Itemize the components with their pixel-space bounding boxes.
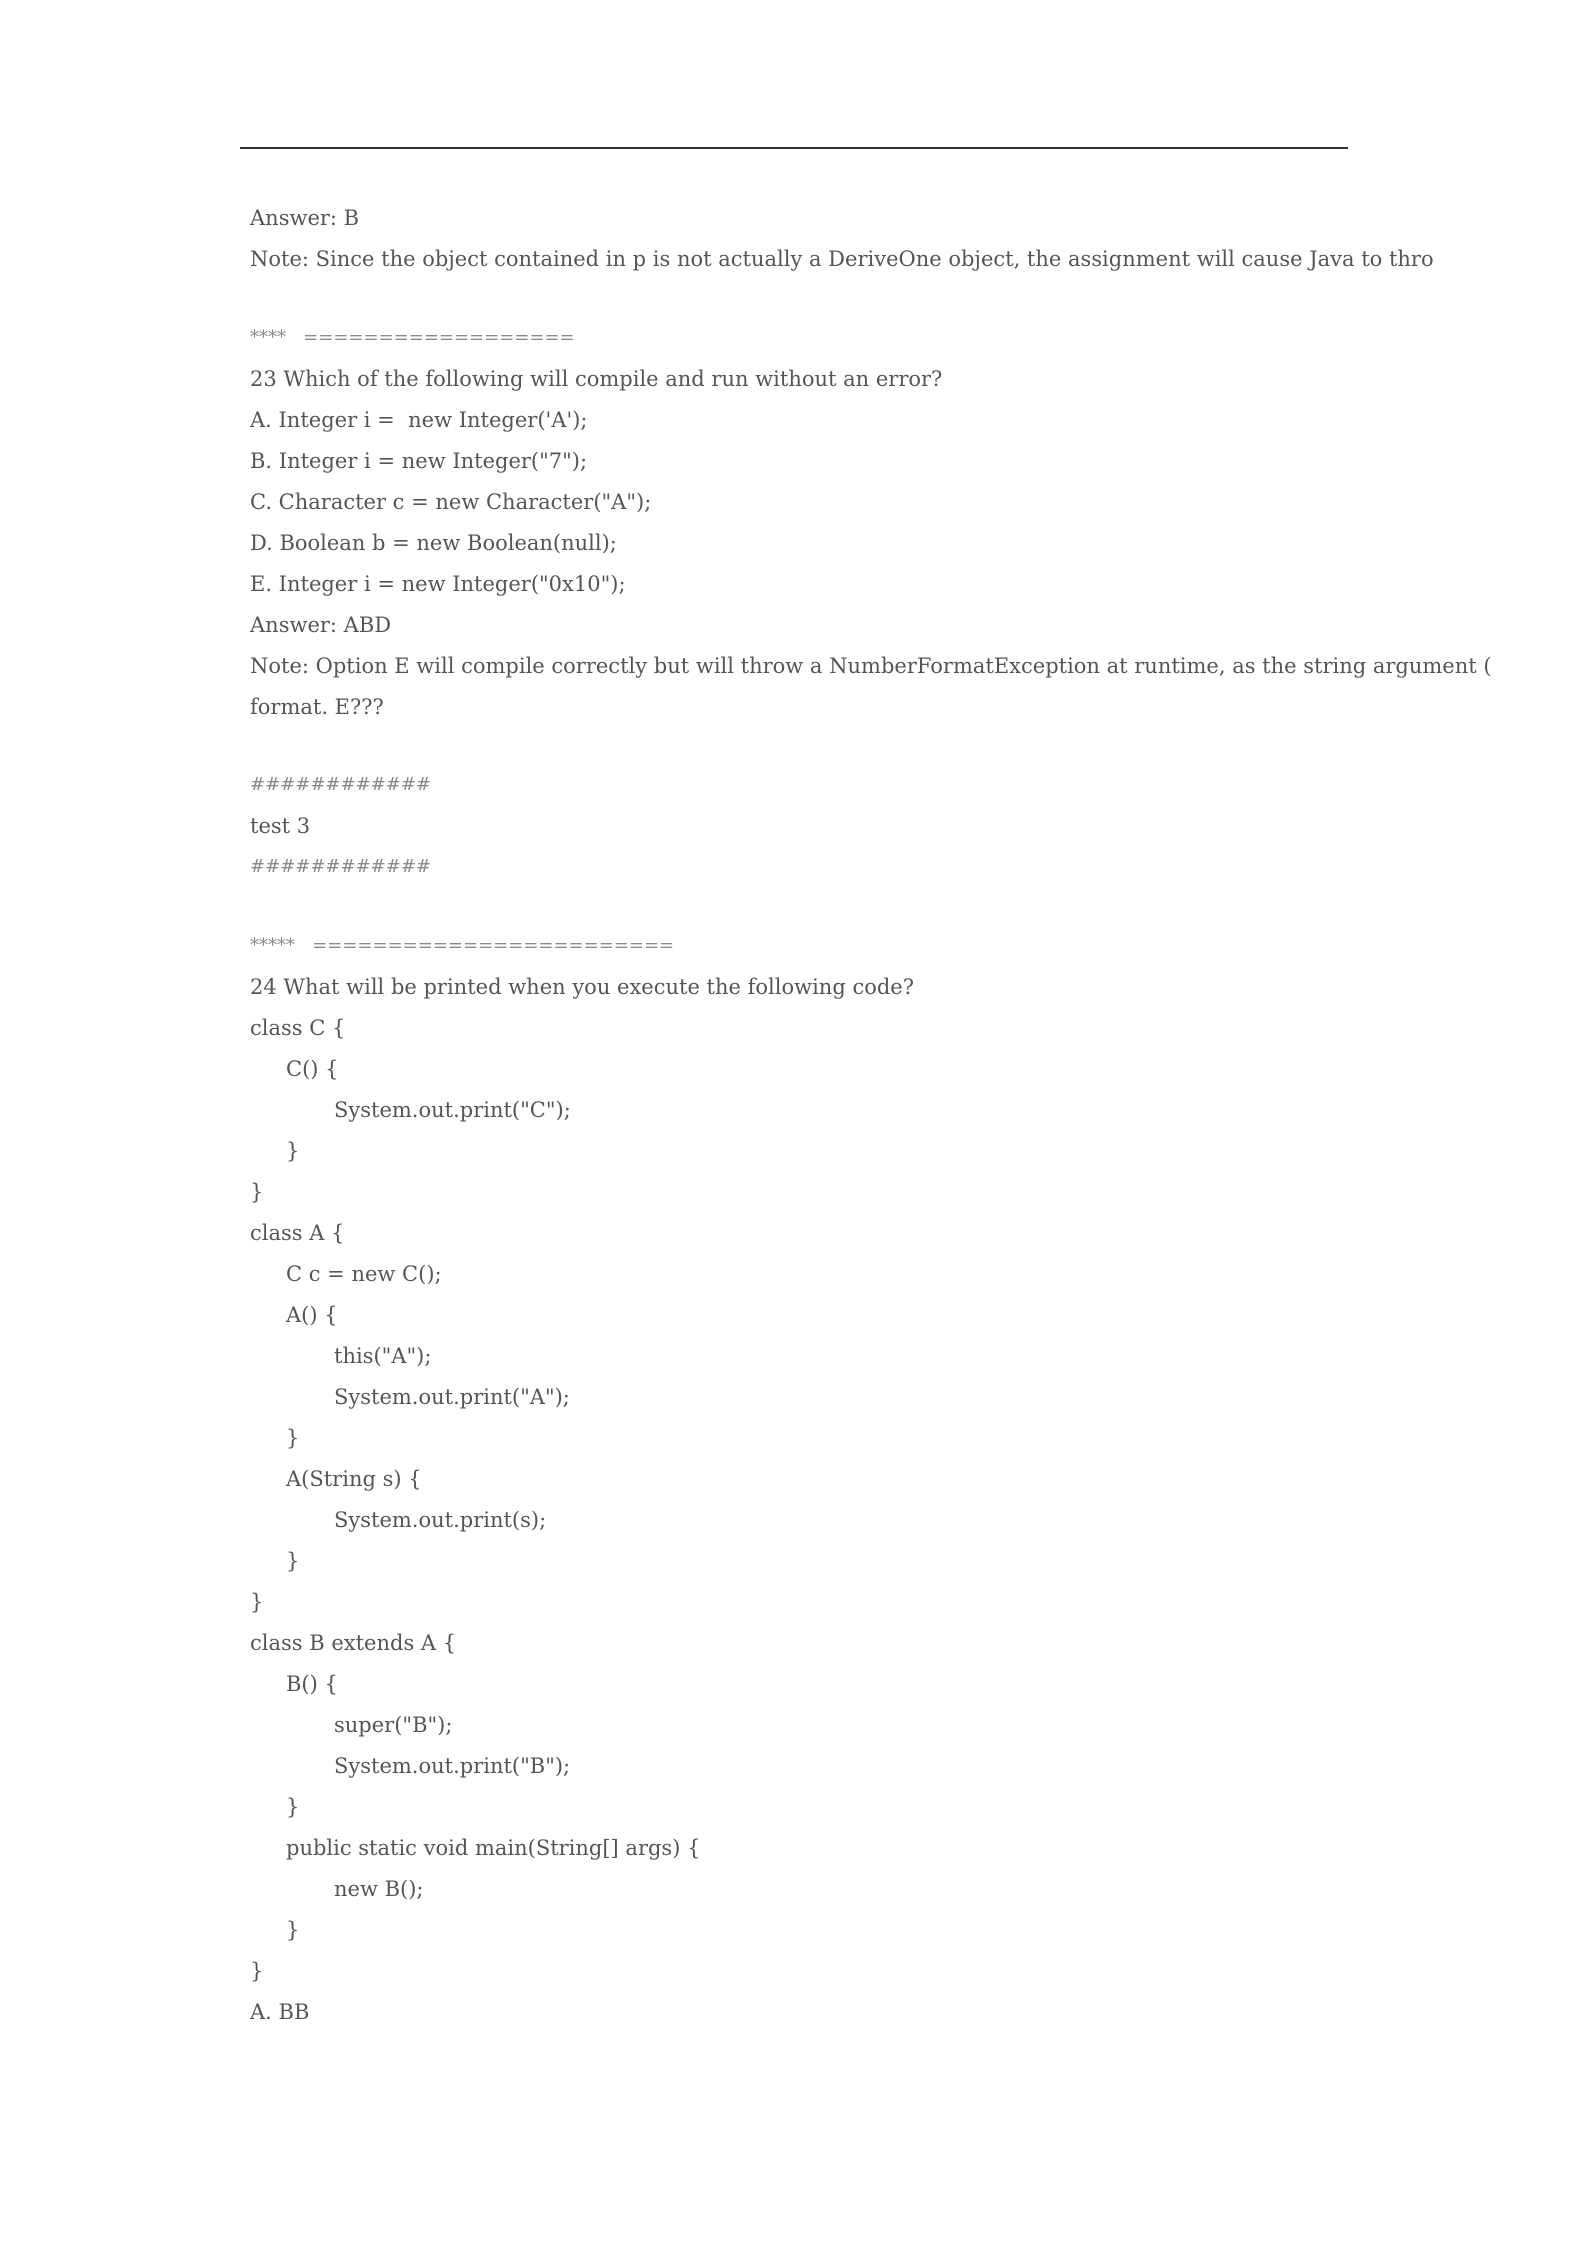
answer-q22: Answer: B (250, 206, 360, 230)
test-banner-title: test 3 (250, 814, 311, 838)
test-banner-bottom: ############ (250, 856, 431, 877)
answer-q23: Answer: ABD (250, 613, 392, 637)
header-rule (240, 147, 1348, 149)
separator-q24: ***** ======================== (250, 935, 675, 956)
question-24: 24 What will be printed when you execute the following code? (250, 975, 914, 999)
code-line: this("A"); (334, 1344, 432, 1368)
code-line: } (250, 1180, 264, 1204)
note-q23-line1: Note: Option E will compile correctly but will throw a NumberFormatException at runtime, as the string argument ( (250, 654, 1492, 678)
code-line: System.out.print("C"); (334, 1098, 571, 1122)
code-line: C c = new C(); (286, 1262, 442, 1286)
code-line: class A { (250, 1221, 345, 1245)
code-line: } (286, 1795, 300, 1819)
code-line: } (250, 1959, 264, 1983)
code-line: super("B"); (334, 1713, 453, 1737)
option-a: A. Integer i = new Integer('A'); (250, 408, 588, 432)
code-line: } (286, 1918, 300, 1942)
code-line: } (250, 1590, 264, 1614)
code-line: B() { (286, 1672, 338, 1696)
code-line: } (286, 1549, 300, 1573)
code-line: class C { (250, 1016, 346, 1040)
code-line: A(String s) { (286, 1467, 422, 1491)
option-b: B. Integer i = new Integer("7"); (250, 449, 588, 473)
question-23: 23 Which of the following will compile and run without an error? (250, 367, 943, 391)
code-line: new B(); (334, 1877, 424, 1901)
option-a-q24: A. BB (250, 2000, 310, 2024)
code-line: A() { (286, 1303, 338, 1327)
test-banner-top: ############ (250, 774, 431, 795)
code-line: } (286, 1139, 300, 1163)
code-line: System.out.print(s); (334, 1508, 547, 1532)
note-q22: Note: Since the object contained in p is not actually a DeriveOne object, the assignment will cause Java to thro (250, 247, 1434, 271)
code-line: System.out.print("A"); (334, 1385, 570, 1409)
separator-q23: **** ================== (250, 327, 575, 348)
code-line: C() { (286, 1057, 339, 1081)
code-line: } (286, 1426, 300, 1450)
option-d: D. Boolean b = new Boolean(null); (250, 531, 617, 555)
note-q23-line2: format. E??? (250, 695, 384, 719)
option-e: E. Integer i = new Integer("0x10"); (250, 572, 626, 596)
code-line: System.out.print("B"); (334, 1754, 571, 1778)
code-line: class B extends A { (250, 1631, 457, 1655)
option-c: C. Character c = new Character("A"); (250, 490, 652, 514)
code-line: public static void main(String[] args) { (286, 1836, 701, 1860)
